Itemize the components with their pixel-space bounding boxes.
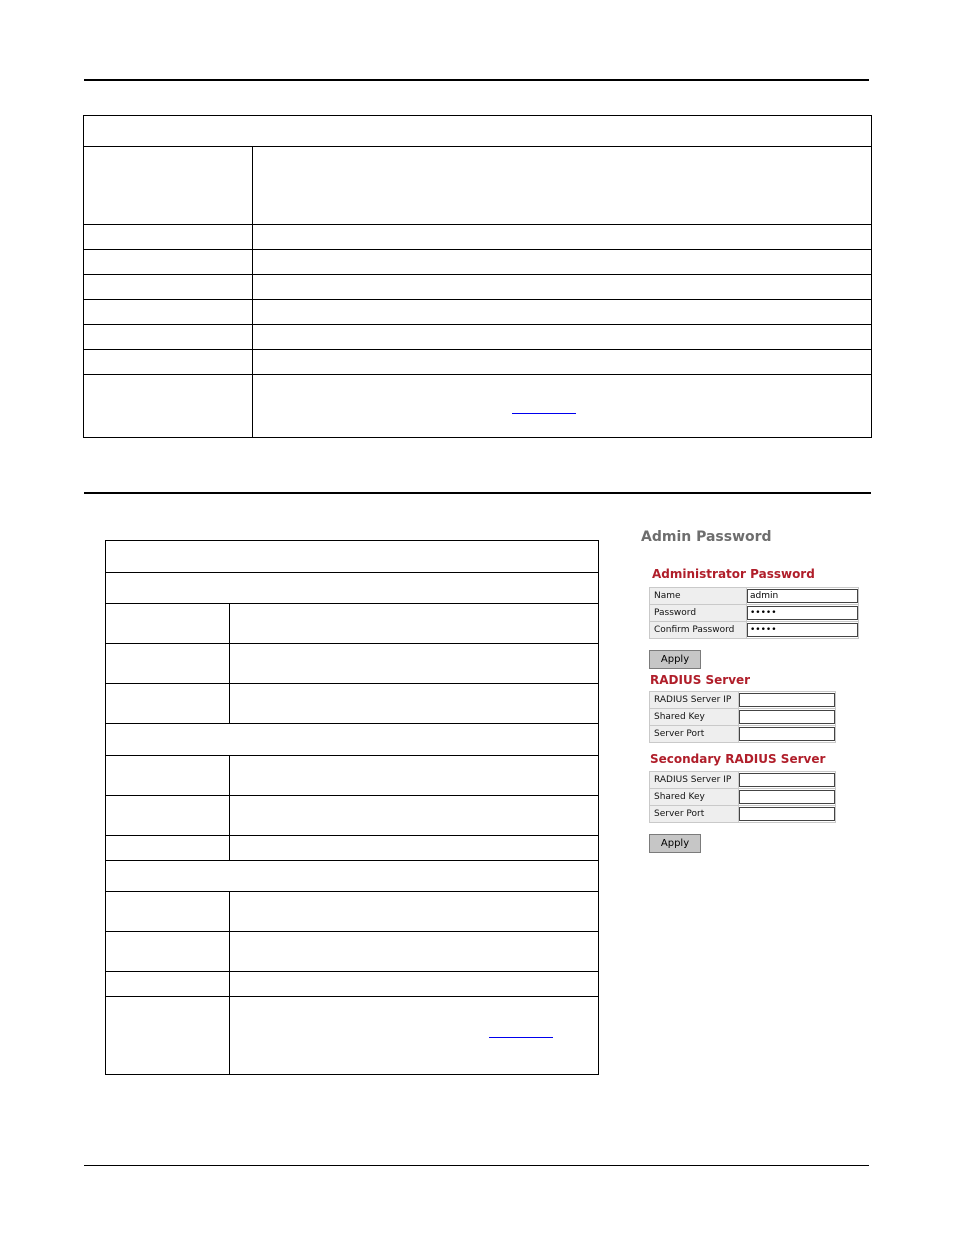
name-label: Name (650, 588, 746, 604)
table-subheader-row (106, 861, 599, 892)
secondary-server-port-input[interactable] (739, 807, 835, 821)
secondary-radius-form (649, 771, 836, 823)
apply-radius-button[interactable]: Apply (649, 834, 701, 853)
form-row-password (650, 605, 858, 621)
password-input[interactable] (747, 606, 858, 620)
admin-parameter-table (105, 540, 599, 1075)
secondary-server-port-label: Server Port (650, 806, 738, 822)
table-row (106, 932, 599, 972)
table-row (84, 325, 872, 350)
table-row (106, 644, 599, 684)
form-row-confirm-password (650, 622, 858, 638)
table-row (84, 300, 872, 325)
table-row (106, 836, 599, 861)
table-row (106, 604, 599, 644)
admin-password-panel (641, 528, 871, 853)
table-row (84, 147, 872, 225)
form-row-secondary-shared-key (650, 789, 835, 805)
footer-rule (84, 1165, 869, 1166)
table-row (106, 756, 599, 796)
header-rule (84, 79, 869, 81)
table-row (106, 972, 599, 997)
hyperlink-underline[interactable] (489, 1037, 553, 1038)
name-input[interactable] (747, 589, 858, 603)
radius-ip-label: RADIUS Server IP (650, 692, 738, 708)
secondary-radius-ip-label: RADIUS Server IP (650, 772, 738, 788)
table-row (106, 684, 599, 724)
server-port-label: Server Port (650, 726, 738, 742)
top-parameter-table (83, 115, 872, 438)
secondary-radius-heading: Secondary RADIUS Server (650, 752, 826, 766)
radius-form (649, 691, 836, 743)
confirm-password-input[interactable] (747, 623, 858, 637)
apply-password-button[interactable]: Apply (649, 650, 701, 669)
table-subheader-row (106, 724, 599, 756)
form-row-secondary-radius-ip (650, 772, 835, 788)
table-row (84, 225, 872, 250)
form-row-radius-ip (650, 692, 835, 708)
panel-title: Admin Password (641, 529, 772, 545)
section-rule (84, 492, 871, 494)
table-row (106, 892, 599, 932)
table-row (106, 796, 599, 836)
radius-ip-input[interactable] (739, 693, 835, 707)
shared-key-input[interactable] (739, 710, 835, 724)
table-header-row (106, 541, 599, 573)
password-label: Password (650, 605, 746, 621)
administrator-password-heading: Administrator Password (652, 567, 815, 581)
server-port-input[interactable] (739, 727, 835, 741)
administrator-form (649, 587, 859, 639)
form-row-server-port (650, 726, 835, 742)
confirm-password-label: Confirm Password (650, 622, 746, 638)
form-row-name (650, 588, 858, 604)
table-row (84, 350, 872, 375)
table-row (84, 250, 872, 275)
radius-server-heading: RADIUS Server (650, 673, 751, 687)
table-row (106, 997, 599, 1075)
form-row-shared-key (650, 709, 835, 725)
secondary-radius-ip-input[interactable] (739, 773, 835, 787)
table-subheader-row (106, 573, 599, 604)
table-header-row (84, 116, 872, 147)
table-row (84, 275, 872, 300)
secondary-shared-key-input[interactable] (739, 790, 835, 804)
hyperlink-underline[interactable] (512, 413, 576, 414)
secondary-shared-key-label: Shared Key (650, 789, 738, 805)
shared-key-label: Shared Key (650, 709, 738, 725)
table-row (84, 375, 872, 438)
form-row-secondary-server-port (650, 806, 835, 822)
